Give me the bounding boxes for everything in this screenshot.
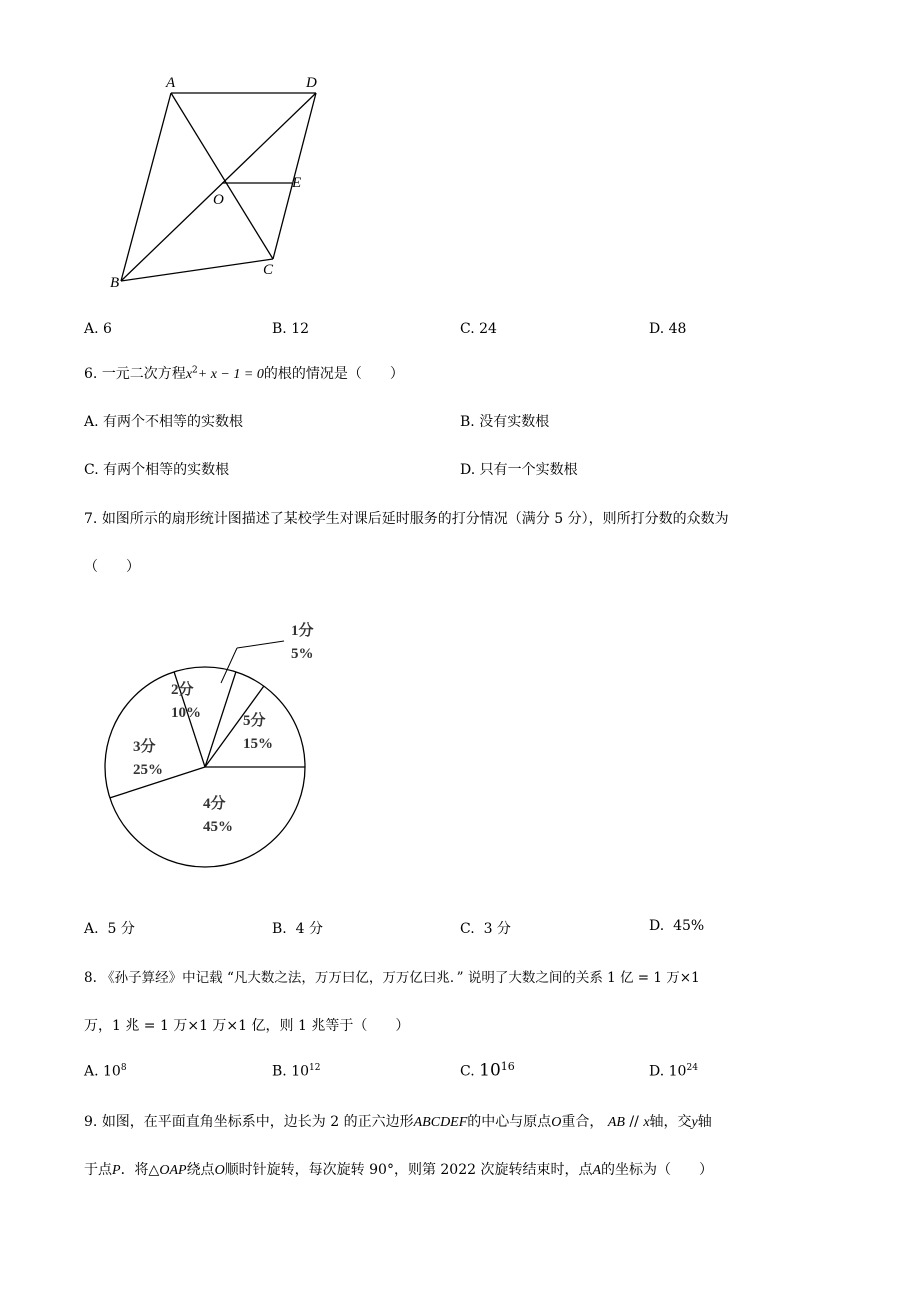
- label-d: D: [306, 75, 317, 91]
- label-c: C: [263, 262, 274, 278]
- question-7: 7. 如图所示的扇形统计图描述了某校学生对课后延时服务的打分情况（满分 5 分），则所打分数的众数为: [84, 511, 729, 527]
- slice-label-1-value: 5%: [291, 646, 314, 662]
- question-8-line-1: 8. 《孙子算经》中记载 “凡大数之法，万万曰亿，万万亿曰兆．” 说明了大数之间的关系 1 亿 = 1 万×1: [84, 970, 700, 986]
- slice-label-4-value: 45%: [203, 819, 233, 835]
- slice-label-2-name: 2分: [171, 682, 194, 698]
- slice-label-5-name: 5分: [243, 713, 266, 729]
- slice-label-4-name: 4分: [203, 796, 226, 812]
- slice-label-3-name: 3分: [133, 739, 156, 755]
- q6-option-b[interactable]: B. 没有实数根: [460, 414, 550, 430]
- side-cb: [121, 259, 273, 281]
- label-a: A: [166, 75, 176, 91]
- pie-chart: [95, 610, 320, 880]
- q6-option-c[interactable]: C. 有两个相等的实数根: [84, 462, 230, 478]
- question-9-line-1: 9. 如图，在平面直角坐标系中，边长为 2 的正六边形ABCDEF的中心与原点O重合， AB // x轴，交y轴: [84, 1114, 712, 1130]
- question-7-paren: （ ）: [84, 559, 140, 575]
- question-9-line-2: 于点P．将△OAP绕点O顺时针旋转，每次旋转 90°，则第 2022 次旋转结束时，点A的坐标为（ ）: [84, 1162, 714, 1178]
- label-b: B: [110, 275, 120, 291]
- slice-label-5-value: 15%: [243, 736, 273, 752]
- q8-option-d[interactable]: D. $10^{24}$: [649, 1063, 698, 1080]
- q7-option-d[interactable]: D. 45%: [649, 918, 705, 934]
- label-o: O: [213, 192, 224, 208]
- q6-option-d[interactable]: D. 只有一个实数根: [460, 462, 578, 478]
- q5-option-a[interactable]: A. 6: [84, 321, 112, 337]
- q8-option-c[interactable]: C. $10^{16}$: [460, 1060, 515, 1081]
- side-ba: [121, 93, 171, 281]
- q6-option-a[interactable]: A. 有两个不相等的实数根: [84, 414, 244, 430]
- q5-option-c[interactable]: C. 24: [460, 321, 497, 337]
- callout-leader-tail: [237, 641, 284, 648]
- q7-option-b[interactable]: B. 4 分: [272, 921, 324, 937]
- question-6: 6. 一元二次方程$x^2+ x - 1 = 0$的根的情况是（ ）: [84, 365, 404, 382]
- slice-label-2-value: 10%: [171, 705, 201, 721]
- q5-option-b[interactable]: B. 12: [272, 321, 310, 337]
- q8-option-a[interactable]: A. $10^8$: [84, 1063, 127, 1080]
- slice-label-3-value: 25%: [133, 762, 163, 778]
- question-8-line-2: 万，1 兆 = 1 万×1 万×1 亿，则 1 兆等于（ ）: [84, 1018, 410, 1034]
- diagonal-ac: [171, 93, 273, 259]
- q8-option-b[interactable]: B. $10^{12}$: [272, 1063, 321, 1080]
- slice-label-1-name: 1分: [291, 623, 314, 639]
- label-e: E: [292, 175, 302, 191]
- diagonal-bd: [121, 93, 316, 281]
- q5-option-d[interactable]: D. 48: [649, 321, 687, 337]
- parallelogram-figure: [100, 70, 340, 295]
- q7-option-c[interactable]: C. 3 分: [460, 921, 511, 937]
- q7-option-a[interactable]: A. 5 分: [84, 921, 135, 937]
